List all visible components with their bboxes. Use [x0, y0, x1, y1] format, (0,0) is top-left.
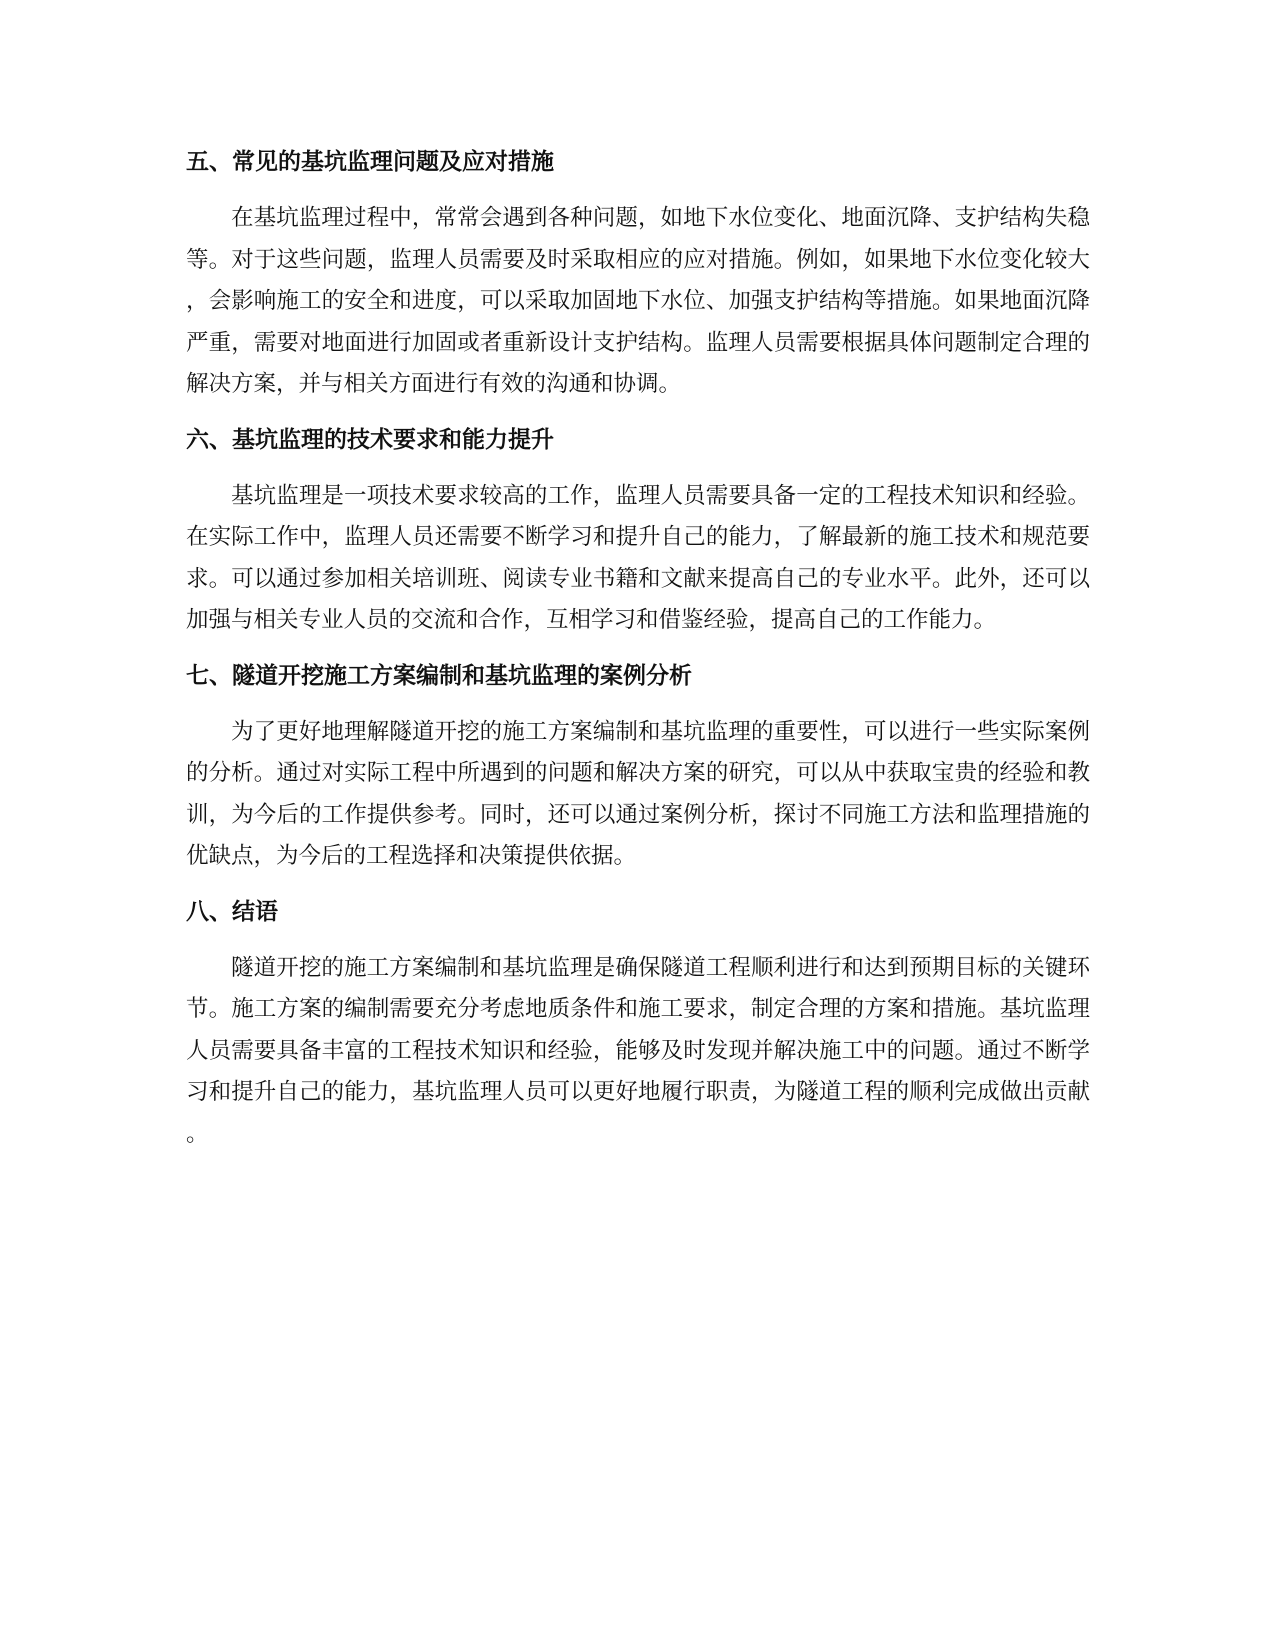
section-paragraph: 隧道开挖的施工方案编制和基坑监理是确保隧道工程顺利进行和达到预期目标的关键环节。施工方案的编制需要充分考虑地质条件和施工要求，制定合理的方案和措施。基坑监理人员需要具备丰富的工程技术知识和经验，能够及时发现并解决施工中的问题。通过不断学习和提升自己的能力，基坑监理人员可以更好地履行职责，为隧道工程的顺利完成做出贡献。: [186, 954, 1090, 1147]
section-heading: 五、常见的基坑监理问题及应对措施: [186, 149, 554, 175]
section-8: [186, 896, 1090, 1156]
document-body: [186, 146, 1090, 1173]
section-heading: 八、结语: [186, 898, 278, 925]
section-5: [186, 146, 1090, 406]
section-heading: 七、隧道开挖施工方案编制和基坑监理的案例分析: [186, 662, 692, 689]
section-paragraph: 为了更好地理解隧道开挖的施工方案编制和基坑监理的重要性，可以进行一些实际案例的分析。通过对实际工程中所遇到的问题和解决方案的研究，可以从中获取宝贵的经验和教训，为今后的工作提供参考。同时，还可以通过案例分析，探讨不同施工方法和监理措施的优缺点，为今后的工程选择和决策提供依据。: [186, 718, 1090, 869]
section-7: [186, 660, 1090, 878]
section-paragraph: 在基坑监理过程中，常常会遇到各种问题，如地下水位变化、地面沉降、支护结构失稳等。对于这些问题，监理人员需要及时采取相应的应对措施。例如，如果地下水位变化较大，会影响施工的安全和进度，可以采取加固地下水位、加强支护结构等措施。如果地面沉降严重，需要对地面进行加固或者重新设计支护结构。监理人员需要根据具体问题制定合理的解决方案，并与相关方面进行有效的沟通和协调。: [186, 205, 1090, 397]
section-6: [186, 424, 1090, 642]
section-heading: 六、基坑监理的技术要求和能力提升: [186, 426, 554, 453]
section-paragraph: 基坑监理是一项技术要求较高的工作，监理人员需要具备一定的工程技术知识和经验。在实际工作中，监理人员还需要不断学习和提升自己的能力，了解最新的施工技术和规范要求。可以通过参加相关培训班、阅读专业书籍和文献来提高自己的专业水平。此外，还可以加强与相关专业人员的交流和合作，互相学习和借鉴经验，提高自己的工作能力。: [186, 482, 1090, 633]
